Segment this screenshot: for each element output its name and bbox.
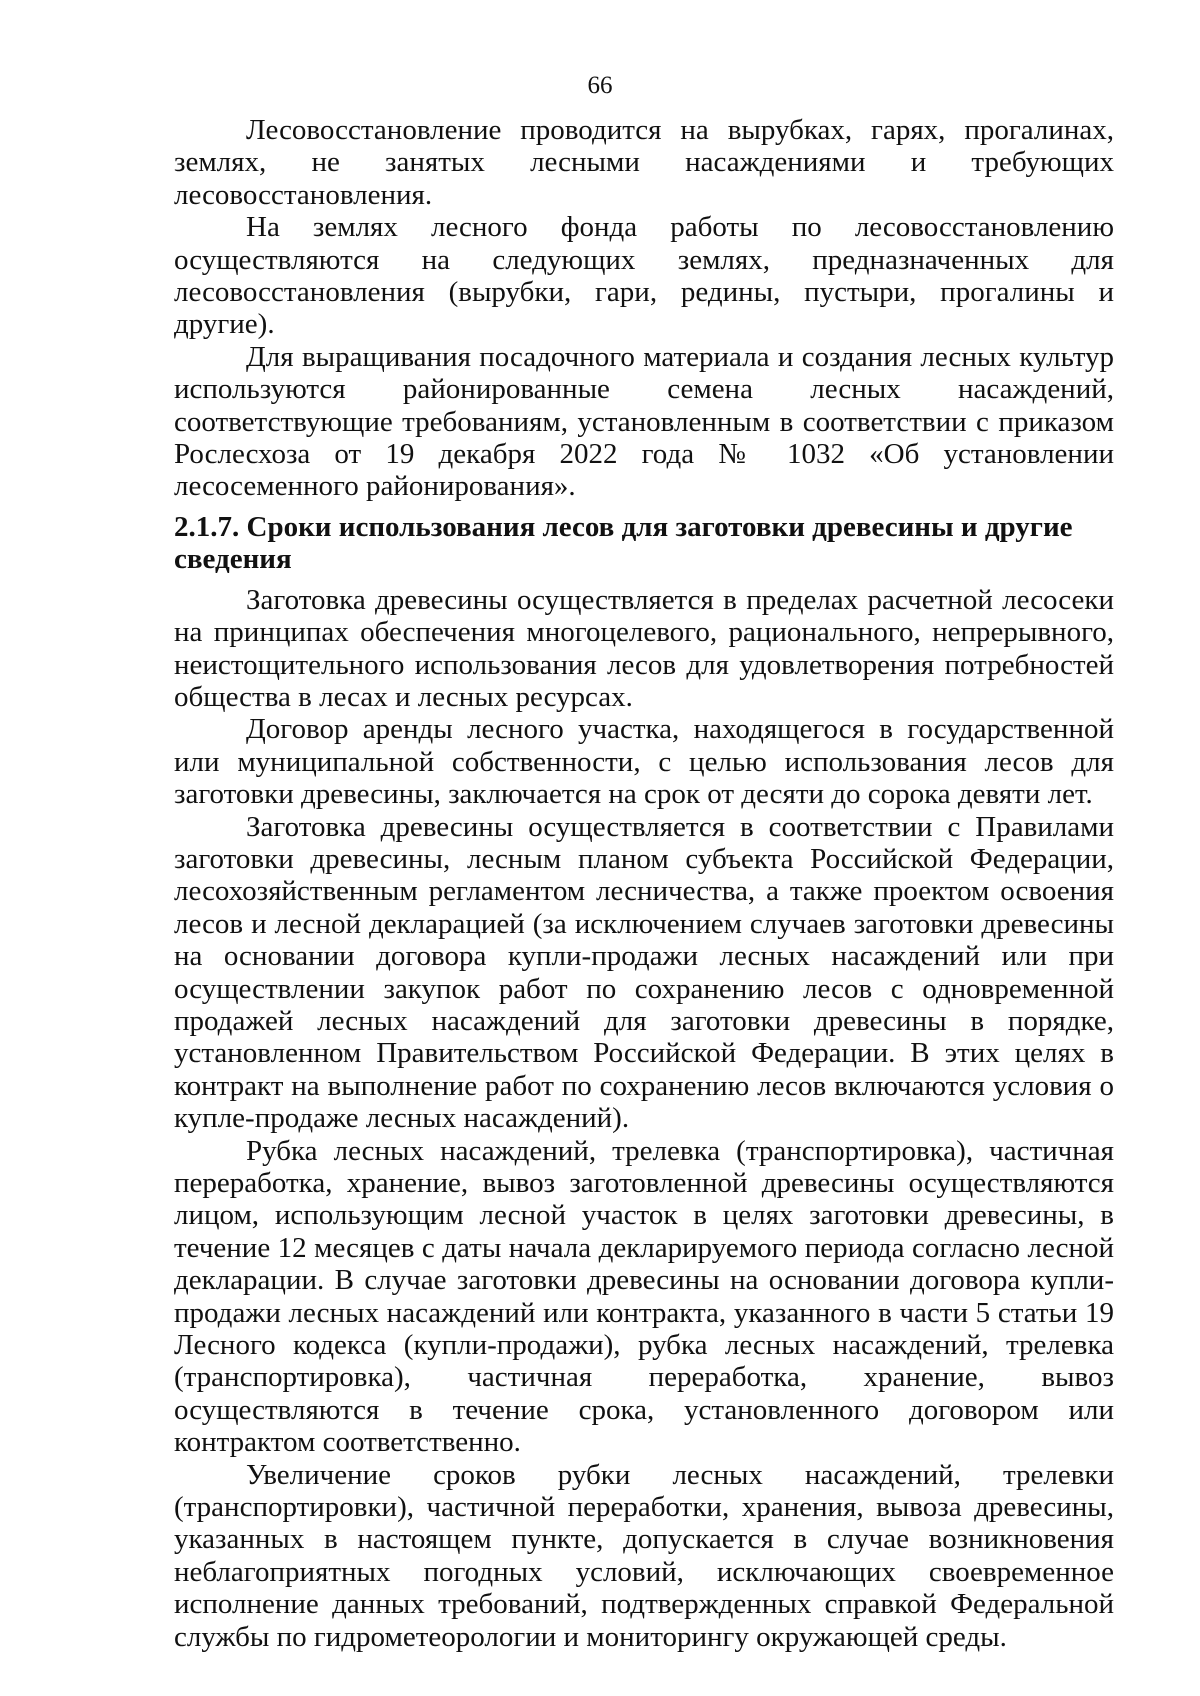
paragraph-reforestation-lands: На землях лесного фонда работы по лесовосстановлению осуществляются на следующих землях, предназначенных для лесовосстановления (вырубки, гари, редины, пустыри, прогалины и другие). [174,211,1114,341]
paragraph-harvesting-rules: Заготовка древесины осуществляется в соответствии с Правилами заготовки древесины, лесным планом субъекта Российской Федерации, лесохозяйственным регламентом лесничества, а также проектом освоения лесов и лесной декларацией (за исключением случаев заготовки древесины на основании договора купли-продажи лесных насаждений или при осуществлении закупок работ по сохранению лесов с одновременной продажей лесных насаждений для заготовки древесины в порядке, установленном Правительством Российской Федерации. В этих целях в контракт на выполнение работ по сохранению лесов включаются условия о купле-продаже лесных насаждений). [174,810,1114,1135]
page-number: 66 [587,72,613,99]
document-body [174,114,1114,1653]
paragraph-timber-harvesting: Заготовка древесины осуществляется в пределах расчетной лесосеки на принципах обеспечения многоцелевого, рационального, непрерывного, неистощительного использования лесов для удовлетворения потребностей общества в лесах и лесных ресурсах. [174,583,1114,713]
section-heading: 2.1.7. Сроки использования лесов для заготовки древесины и другие сведения [174,510,1073,576]
paragraph-reforestation-sites: Лесовосстановление проводится на вырубках, гарях, прогалинах, землях, не занятых лесными насаждениями и требующих лесовосстановления. [174,114,1114,211]
paragraph-felling-terms: Рубка лесных насаждений, трелевка (транспортировка), частичная переработка, хранение, вывоз заготовленной древесины осуществляются лицом, использующим лесной участок в целях заготовки древесины, в течение 12 месяцев с даты начала декларируемого периода согласно лесной декларации. В случае заготовки древесины на основании договора купли-продажи лесных насаждений или контракта, указанного в части 5 статьи 19 Лесного кодекса (купли-продажи), рубка лесных насаждений, трелевка (транспортировка), частичная переработка, хранение, вывоз осуществляются в течение срока, установленного договором или контрактом соответственно. [174,1134,1114,1459]
paragraph-planting-material: Для выращивания посадочного материала и создания лесных культур используются районированные семена лесных насаждений, соответствующие требованиям, установленным в соответствии с приказом Рослесхоза от 19 декабря 2022 года № 1032 «Об установлении лесосеменного районирования». [174,340,1114,503]
paragraph-lease-agreement: Договор аренды лесного участка, находящегося в государственной или муниципальной собственности, с целью использования лесов для заготовки древесины, заключается на срок от десяти до сорока девяти лет. [174,713,1114,811]
paragraph-term-extension: Увеличение сроков рубки лесных насаждений, трелевки (транспортировки), частичной переработки, хранения, вывоза древесины, указанных в настоящем пункте, допускается в случае возникновения неблагоприятных погодных условий, исключающих своевременное исполнение данных требований, подтвержденных справкой Федеральной службы по гидрометеорологии и мониторингу окружающей среды. [174,1458,1114,1653]
